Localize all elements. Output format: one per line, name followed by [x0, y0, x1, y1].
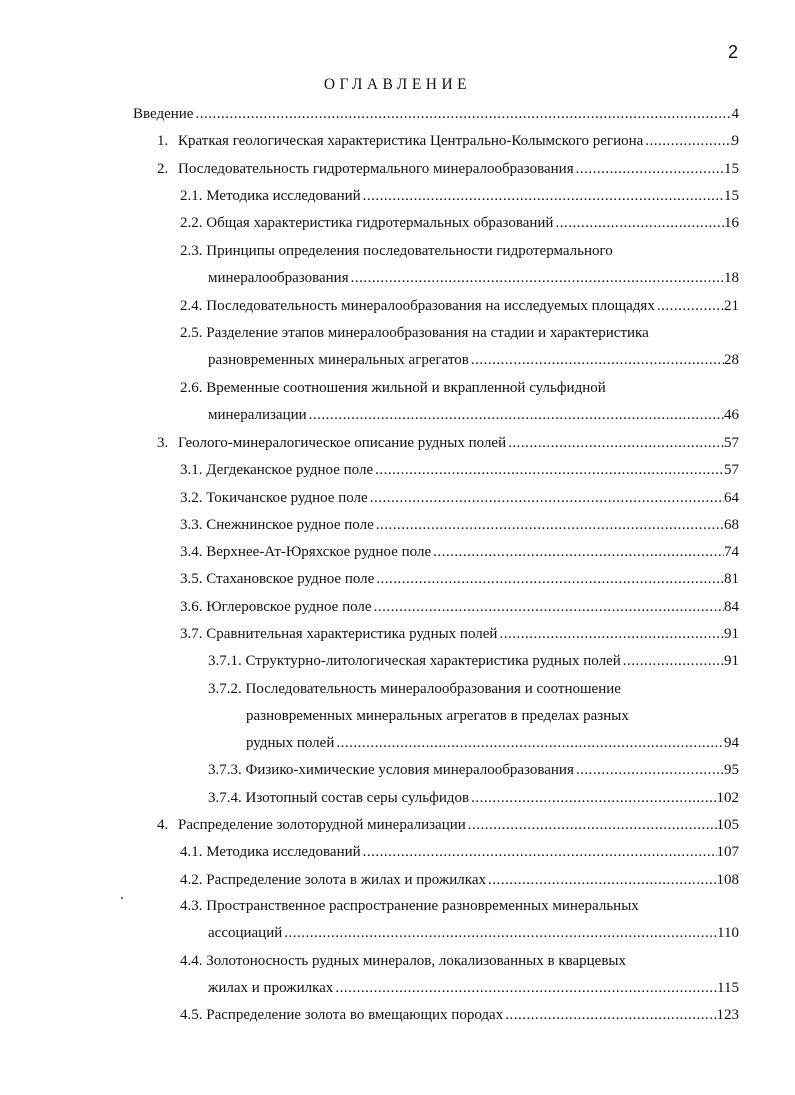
toc-entry	[133, 104, 739, 124]
toc-entry-number: 3.7.2.	[208, 681, 246, 697]
toc-page-number: 68	[724, 517, 739, 533]
toc-entry-number: 4.	[157, 817, 172, 833]
toc-entry-number: 4.2.	[180, 872, 207, 888]
toc-entry	[180, 842, 739, 862]
toc-entry-number: 4.5.	[180, 1007, 207, 1023]
toc-entry-text	[180, 515, 374, 535]
toc-leader-dots	[506, 433, 724, 453]
toc-page-number: 15	[724, 161, 739, 177]
toc-entry	[208, 405, 739, 425]
toc-entry	[180, 296, 739, 316]
toc-entry-number: 3.1.	[180, 462, 207, 478]
toc-entry-number: 4.1.	[180, 844, 207, 860]
toc-entry-title: Последовательность минералообразования на исследуемых площадях	[206, 298, 655, 314]
toc-entry-text	[157, 159, 574, 179]
toc-entry	[180, 951, 739, 971]
toc-entry	[208, 788, 739, 808]
toc-entry-text	[180, 842, 361, 862]
toc-page-number: 46	[724, 407, 739, 423]
toc-page-number: 9	[731, 133, 739, 149]
toc-page-number: 105	[716, 817, 739, 833]
toc-entry	[208, 651, 739, 671]
toc-page-number: 110	[717, 925, 739, 941]
toc-entry-title: Краткая геологическая характеристика Центрально-Колымского региона	[178, 133, 644, 149]
toc-entry-text	[180, 460, 373, 480]
toc-entry-number: 3.7.	[180, 626, 207, 642]
toc-entry-title: Изотопный состав серы сульфидов	[245, 790, 470, 806]
toc-entry-text	[180, 241, 613, 261]
toc-entry-title: ассоциаций	[208, 925, 283, 941]
toc-entry-title: Распределение золоторудной минерализации	[178, 817, 466, 833]
toc-leader-dots	[361, 842, 717, 862]
toc-leader-dots	[574, 760, 724, 780]
toc-entry	[180, 515, 739, 535]
toc-entry-text	[180, 569, 374, 589]
toc-page-number: 16	[724, 215, 739, 231]
toc-entry-text	[208, 788, 469, 808]
toc-entry-title: разновременных минеральных агрегатов в пределах разных	[246, 708, 629, 724]
toc-entry	[157, 433, 739, 453]
toc-leader-dots	[374, 515, 724, 535]
toc-page-number: 91	[724, 653, 739, 669]
toc-entry-title: Пространственное распространение разновременных минеральных	[206, 898, 639, 914]
toc-entry-text	[157, 131, 643, 151]
toc-entry-title: Сравнительная характеристика рудных полей	[206, 626, 498, 642]
toc-page-number: 18	[724, 270, 739, 286]
toc-leader-dots	[574, 159, 724, 179]
toc-entry-title: Верхнее-Ат-Юряхское рудное поле	[206, 544, 432, 560]
toc-entry-title: минералообразования	[208, 270, 349, 286]
toc-entry	[208, 923, 739, 943]
toc-entry-number: 2.2.	[180, 215, 207, 231]
toc-entry-number: 2.	[157, 161, 172, 177]
toc-entry-text	[180, 213, 553, 233]
toc-page-number: 15	[724, 188, 739, 204]
toc-entry	[208, 679, 739, 699]
toc-entry-text	[208, 268, 349, 288]
toc-entry-title: Золотоносность рудных минералов, локализованных в кварцевых	[206, 953, 627, 969]
toc-leader-dots	[469, 788, 716, 808]
toc-entry-title: Последовательность гидротермального минералообразования	[178, 161, 574, 177]
toc-entry	[208, 760, 739, 780]
toc-entry-number: 2.4.	[180, 298, 207, 314]
toc-entry	[157, 131, 739, 151]
toc-entry-text	[180, 597, 372, 617]
toc-entry	[157, 159, 739, 179]
toc-leader-dots	[497, 624, 724, 644]
toc-entry-number: 3.7.1.	[208, 653, 246, 669]
toc-entry	[208, 350, 739, 370]
toc-entry-number: 3.	[157, 435, 172, 451]
toc-entry	[180, 597, 739, 617]
toc-entry-text	[157, 433, 506, 453]
toc-entry-number: 2.5.	[180, 325, 207, 341]
toc-leader-dots	[643, 131, 731, 151]
toc-entry	[180, 569, 739, 589]
toc-entry-text	[157, 815, 466, 835]
page-number: 2	[728, 42, 739, 62]
toc-entry-title: Принципы определения последовательности гидротермального	[206, 243, 613, 259]
toc-entry-number: 3.4.	[180, 544, 207, 560]
toc-entry-text	[246, 733, 334, 753]
toc-page-number: 123	[716, 1007, 739, 1023]
toc-entry-title: Методика исследований	[206, 188, 361, 204]
toc-entry-number: 3.7.3.	[208, 762, 246, 778]
toc-leader-dots	[334, 733, 724, 753]
toc-entry-title: Последовательность минералообразования и соотношение	[245, 681, 621, 697]
toc-entry-text	[180, 951, 626, 971]
toc-entry-title: жилах и прожилках	[208, 980, 334, 996]
toc-entry-text	[180, 624, 497, 644]
toc-leader-dots	[373, 460, 724, 480]
toc-entry-text	[208, 978, 333, 998]
toc-entry-text	[133, 104, 193, 124]
toc-entry-text	[180, 186, 361, 206]
toc-entry-number: 3.2.	[180, 490, 207, 506]
toc-entry-number: 2.1.	[180, 188, 207, 204]
toc-entry-text	[208, 651, 621, 671]
toc-entry-title: рудных полей	[246, 735, 335, 751]
toc-leader-dots	[553, 213, 724, 233]
toc-entry-title: Разделение этапов минералообразования на стадии и характеристика	[206, 325, 649, 341]
toc-leader-dots	[431, 542, 724, 562]
toc-page-number: 81	[724, 571, 739, 587]
toc-entry-number: 3.5.	[180, 571, 207, 587]
toc-entry-title: Введение	[133, 106, 194, 122]
toc-leader-dots	[372, 597, 724, 617]
toc-page-number: 91	[724, 626, 739, 642]
toc-page-number: 4	[731, 106, 739, 122]
toc-page-number: 107	[716, 844, 739, 860]
toc-page-number: 108	[716, 872, 739, 888]
page-title: ОГЛАВЛЕНИЕ	[323, 76, 472, 93]
toc-leader-dots	[307, 405, 724, 425]
toc-entry-text	[208, 350, 469, 370]
toc-entry	[180, 186, 739, 206]
toc-entry-title: Юглеровское рудное поле	[206, 599, 372, 615]
toc-entry-number: 2.3.	[180, 243, 207, 259]
toc-entry-text	[180, 542, 431, 562]
toc-entry-text	[180, 1005, 503, 1025]
toc-entry	[180, 241, 739, 261]
toc-page-number: 94	[724, 735, 739, 751]
toc-entry-title: разновременных минеральных агрегатов	[208, 352, 469, 368]
toc-entry-number: 4.4.	[180, 953, 207, 969]
toc-leader-dots	[621, 651, 724, 671]
toc-leader-dots	[466, 815, 717, 835]
toc-entry-text	[246, 706, 629, 726]
toc-entry	[157, 815, 739, 835]
toc-leader-dots	[193, 104, 731, 124]
toc-entry-text	[180, 870, 486, 890]
toc-entry-title: Дегдеканское рудное поле	[206, 462, 374, 478]
toc-entry-number: 4.3.	[180, 898, 207, 914]
toc-entry	[208, 268, 739, 288]
toc-entry-text	[180, 323, 649, 343]
toc-entry-title: Методика исследований	[206, 844, 361, 860]
toc-leader-dots	[349, 268, 724, 288]
toc-entry-title: Снежнинское рудное поле	[206, 517, 374, 533]
toc-page-number: 57	[724, 462, 739, 478]
toc-leader-dots	[655, 296, 724, 316]
toc-page-number: 84	[724, 599, 739, 615]
toc-entry-text	[180, 296, 655, 316]
toc-page-number: 21	[724, 298, 739, 314]
toc-entry	[180, 1005, 739, 1025]
toc-page-number: 115	[717, 980, 739, 996]
toc-entry-number: 3.3.	[180, 517, 207, 533]
toc-entry-title: Распределение золота в жилах и прожилках	[206, 872, 487, 888]
toc-entry-number: 2.6.	[180, 380, 207, 396]
toc-entry-title: Структурно-литологическая характеристика рудных полей	[245, 653, 621, 669]
toc-entry-number: 3.6.	[180, 599, 207, 615]
toc-entry-title: Общая характеристика гидротермальных образований	[206, 215, 554, 231]
toc-entry	[246, 733, 739, 753]
toc-leader-dots	[503, 1005, 716, 1025]
toc-entry	[180, 460, 739, 480]
toc-entry	[246, 706, 739, 726]
toc-entry	[180, 378, 739, 398]
toc-entry	[180, 624, 739, 644]
toc-page-number: 28	[724, 352, 739, 368]
toc-entry-number: 3.7.4.	[208, 790, 246, 806]
toc-leader-dots	[486, 870, 716, 890]
toc-entry-text	[180, 378, 606, 398]
toc-entry	[208, 978, 739, 998]
toc-entry-text	[208, 923, 282, 943]
toc-entry-text	[208, 405, 307, 425]
toc-page-number: 102	[716, 790, 739, 806]
toc-entry-title: минерализации	[208, 407, 307, 423]
toc-leader-dots	[368, 488, 724, 508]
toc-entry-title: Распределение золота во вмещающих породах	[206, 1007, 504, 1023]
toc-entry	[180, 542, 739, 562]
toc-entry-text	[180, 896, 639, 916]
toc-entry-text	[208, 760, 574, 780]
toc-leader-dots	[282, 923, 717, 943]
toc-page-number: 57	[724, 435, 739, 451]
toc-entry-title: Геолого-минералогическое описание рудных полей	[178, 435, 507, 451]
toc-entry-title: Физико-химические условия минералообразования	[245, 762, 574, 778]
toc-entry-text	[180, 488, 368, 508]
toc-leader-dots	[361, 186, 724, 206]
toc-entry	[180, 896, 739, 916]
toc-entry	[180, 870, 739, 890]
toc-page-number: 95	[724, 762, 739, 778]
toc-entry-title: Стахановское рудное поле	[206, 571, 375, 587]
toc-entry	[180, 488, 739, 508]
toc-page-number: 74	[724, 544, 739, 560]
toc-leader-dots	[374, 569, 724, 589]
toc-entry-title: Временные соотношения жильной и вкрапленной сульфидной	[206, 380, 606, 396]
toc-leader-dots	[469, 350, 724, 370]
toc-entry	[180, 323, 739, 343]
toc-page-number: 64	[724, 490, 739, 506]
toc-leader-dots	[333, 978, 717, 998]
toc-entry-number: 1.	[157, 133, 172, 149]
toc-entry-text	[208, 679, 621, 699]
scan-speck	[121, 897, 123, 899]
toc-entry-title: Токичанское рудное поле	[206, 490, 368, 506]
toc-entry	[180, 213, 739, 233]
